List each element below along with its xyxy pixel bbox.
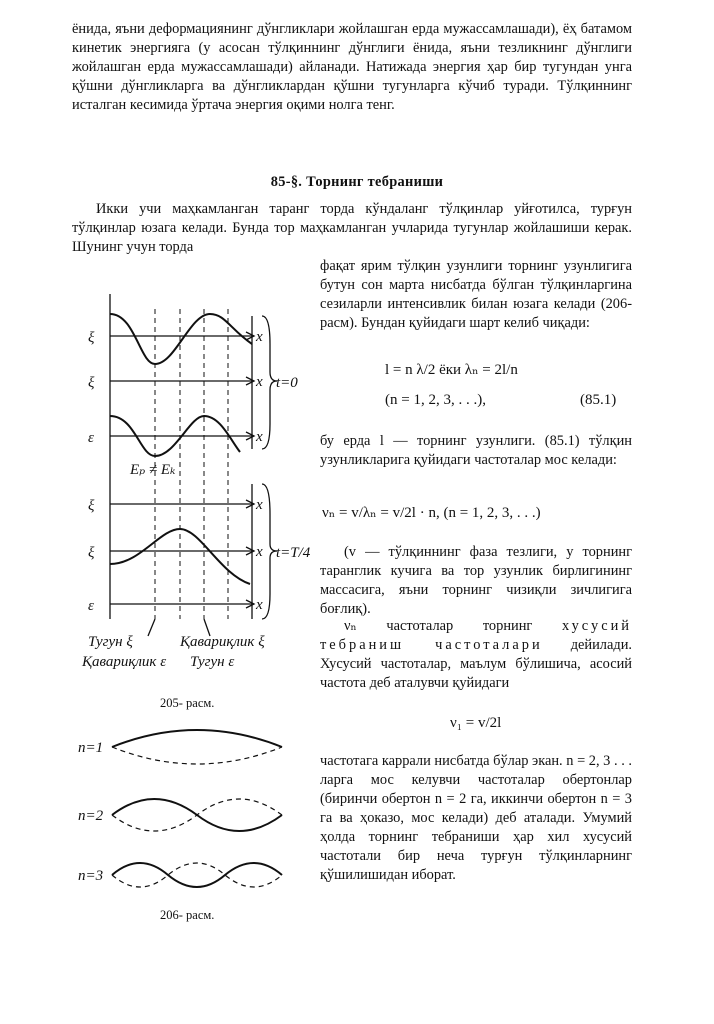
figure-205 bbox=[80, 284, 311, 684]
fig205-x-label-5: x bbox=[256, 544, 263, 560]
equation-85-1-text: l = n λ/2 ёки λₙ = 2l/n bbox=[385, 362, 518, 378]
fig205-x-label-6: x bbox=[256, 597, 263, 613]
fig205-antinode-xi-label: Қавариқлик ξ bbox=[180, 634, 265, 650]
fig205-x-label-2: x bbox=[256, 374, 263, 390]
para2-text: фақат ярим тўлқин узунлиги торнинг узунлигига бутун сон марта нисбатда бўлган тўлқинларгина сезиларли интенсивлик билан юзага келади (206-расм). Бундан қуйидаги шарт келиб чиқади: bbox=[320, 258, 632, 331]
figure-206 bbox=[72, 725, 312, 910]
fig206-mode-label-2: n=2 bbox=[78, 808, 104, 824]
equation-fundamental: ν₁ = v/2l bbox=[450, 715, 502, 731]
fig205-x-label-4: x bbox=[256, 497, 263, 513]
fig205-xi-label-4: ξ bbox=[88, 545, 95, 561]
fig205-eps-label-1: ε bbox=[88, 430, 94, 446]
para6-block bbox=[320, 752, 632, 885]
fig205-eps-label-2: ε bbox=[88, 598, 94, 614]
fig205-xi-label-1: ξ bbox=[88, 330, 95, 346]
fig205-x-label-3: x bbox=[256, 429, 263, 445]
equation-85-1 bbox=[385, 360, 518, 379]
fig205-t0-label: t=0 bbox=[276, 375, 298, 391]
equation-85-1-number: (85.1) bbox=[580, 392, 617, 408]
para1-block bbox=[72, 200, 632, 257]
intro-text: ёнида, яъни деформациянинг дўнгликлари жойлашган ерда мужассамлашади), ёҳ батамом кинетик энергияга (у асосан тўлқиннинг дўнглиги ёнида, яъни тезликнинг дўнглиги жойлашган ерда мужассамлашади) айланади. Натижада энергия ҳар бир тугундан унга қўшни дўнгликларга ва дўнгликлардан қўшни тугунларга кўчиб туради. Тўлқиннинг исталган кесимида ўртача энергия оқими нолга тенг. bbox=[72, 21, 632, 113]
equation-85-1-line2: (n = 1, 2, 3, . . .), bbox=[385, 392, 486, 408]
fig205-xi-label-3: ξ bbox=[88, 498, 95, 514]
para4-block bbox=[320, 543, 632, 619]
fig205-antinode-eps-label: Қавариқлик ε bbox=[82, 654, 167, 670]
fig205-node-eps-label: Тугун ε bbox=[190, 654, 235, 670]
section-heading: 85-§. Торнинг тебраниши bbox=[270, 174, 444, 190]
fig205-x-label-1: x bbox=[256, 329, 263, 345]
para5-term: хусусий тебраниш частоталари bbox=[320, 618, 632, 653]
figure-205-caption: 205- расм. bbox=[160, 696, 215, 710]
fig205-tT4-label: t=T/4 bbox=[276, 545, 311, 561]
para4-text: (v — тўлқиннинг фаза тезлиги, у торнинг таранглик кучига ва тор узунлик бирлигининг массасига, яъни торнинг чизиқли зичлигига боғлиқ). bbox=[320, 544, 632, 617]
para6-text: частотага каррали нисбатда бўлар экан. n = 2, 3 . . . ларга мос келувчи частоталар обертонлар (биринчи обертон n = 2 га, иккинчи обертон n = 3 га ва ҳоказо, мос келади) деб аталади. Умумий ҳолда торнинг тебраниши ҳар хил хусусий частотали бир неча турғун тўлқинларнинг қўшилишидан иборат. bbox=[320, 753, 632, 883]
fig205-xi-label-2: ξ bbox=[88, 375, 95, 391]
para2-block bbox=[320, 257, 632, 333]
para5-c: дейилади. Хусусий частоталар, маълум бўлишича, асосий частота деб аталувчи қуйидаги bbox=[320, 637, 632, 691]
para3-block bbox=[320, 432, 632, 470]
intro-paragraph bbox=[72, 20, 632, 115]
para1-text: Икки учи маҳкамланган таранг торда кўндаланг тўлқинлар уйғотилса, турғун тўлқинлар юзага келади. Бунда тор маҳкамланган учларида тугунлар жойлашиши керак. Шунинг учун торда bbox=[72, 201, 632, 255]
equation-frequencies: νₙ = v/λₙ = v/2l · n, (n = 1, 2, 3, . . .) bbox=[322, 505, 541, 521]
para5-block bbox=[320, 617, 632, 693]
para5-a: νₙ частоталар торнинг bbox=[344, 618, 533, 634]
figure-206-caption: 206- расм. bbox=[160, 908, 215, 922]
fig206-mode-label-3: n=3 bbox=[78, 868, 104, 884]
para3-text: бу ерда l — торнинг узунлиги. (85.1) тўлқин узунликларига қуйидаги частоталар мос келади: bbox=[320, 433, 632, 468]
fig205-node-xi-label: Тугун ξ bbox=[88, 634, 133, 650]
fig205-energy-label: Eₚ ≠ Eₖ bbox=[130, 462, 176, 478]
fig206-mode-label-1: n=1 bbox=[78, 740, 104, 756]
